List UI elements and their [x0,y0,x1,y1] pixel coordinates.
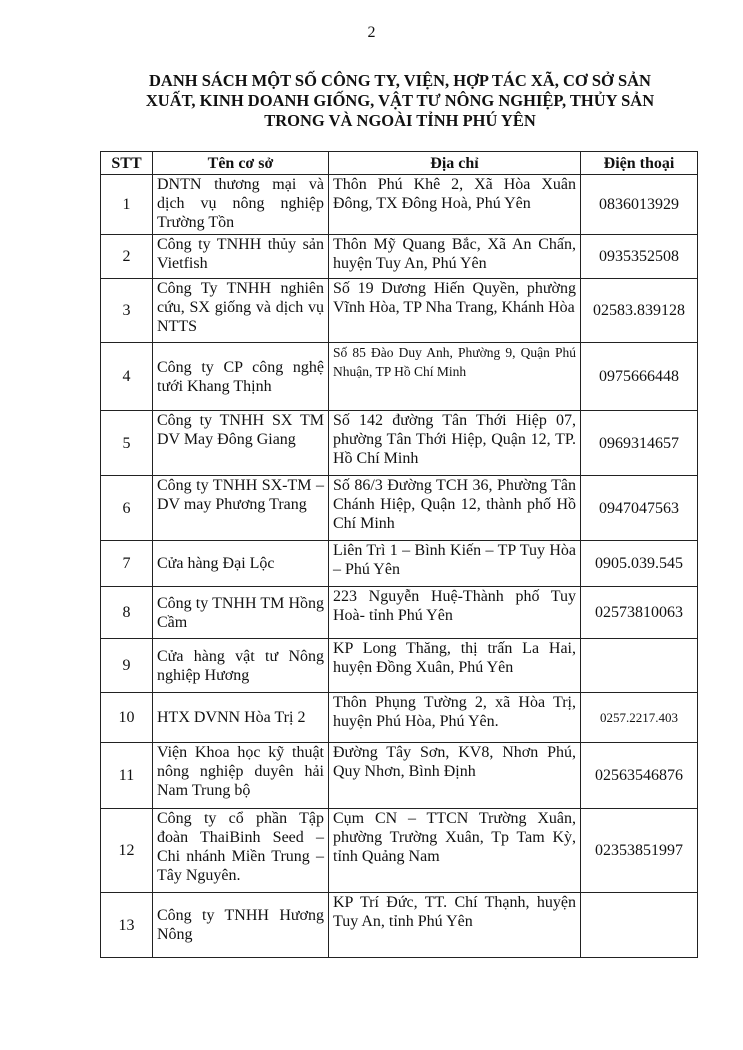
cell-address: Đường Tây Sơn, KV8, Nhơn Phú, Quy Nhơn, Bình Định [329,743,581,809]
cell-name: Công ty TNHH SX TM DV May Đông Giang [153,411,329,476]
table-row [101,541,698,587]
cell-phone: 02563546876 [581,743,698,809]
table-row [101,343,698,411]
cell-address: KP Long Thăng, thị trấn La Hai, huyện Đồng Xuân, Phú Yên [329,639,581,693]
cell-address: Thôn Phú Khê 2, Xã Hòa Xuân Đông, TX Đông Hoà, Phú Yên [329,175,581,235]
cell-phone: 0947047563 [581,476,698,541]
cell-address: Số 85 Đào Duy Anh, Phường 9, Quận Phú Nhuận, TP Hồ Chí Minh [329,343,581,411]
table-row [101,279,698,343]
table-row [101,809,698,893]
table-row [101,587,698,639]
cell-phone: 02573810063 [581,587,698,639]
cell-phone: 0905.039.545 [581,541,698,587]
table-row [101,235,698,279]
header-stt: STT [101,152,153,175]
cell-name: Cửa hàng Đại Lộc [153,541,329,587]
cell-name: Cửa hàng vật tư Nông nghiệp Hương [153,639,329,693]
cell-stt: 4 [101,343,153,411]
cell-phone [581,893,698,958]
table-header-row [101,152,698,175]
cell-name: Công ty TNHH thủy sản Vietfish [153,235,329,279]
table-row [101,743,698,809]
cell-phone: 02353851997 [581,809,698,893]
cell-address: Thôn Phụng Tường 2, xã Hòa Trị, huyện Phú Hòa, Phú Yên. [329,693,581,743]
title-line-3: TRONG VÀ NGOÀI TỈNH PHÚ YÊN [264,111,536,130]
cell-name: DNTN thương mại và dịch vụ nông nghiệp Trường Tồn [153,175,329,235]
cell-name: Công ty TNHH SX-TM – DV may Phương Trang [153,476,329,541]
cell-name: Công ty TNHH Hương Nông [153,893,329,958]
cell-address: Thôn Mỹ Quang Bắc, Xã An Chấn, huyện Tuy An, Phú Yên [329,235,581,279]
cell-stt: 1 [101,175,153,235]
cell-address: Cụm CN – TTCN Trường Xuân, phường Trường Xuân, Tp Tam Kỳ, tỉnh Quảng Nam [329,809,581,893]
table-row [101,175,698,235]
cell-phone: 0975666448 [581,343,698,411]
cell-stt: 10 [101,693,153,743]
cell-phone: 0836013929 [581,175,698,235]
cell-stt: 13 [101,893,153,958]
cell-name: HTX DVNN Hòa Trị 2 [153,693,329,743]
title-line-2: XUẤT, KINH DOANH GIỐNG, VẬT TƯ NÔNG NGHIỆP, THỦY SẢN [145,91,655,110]
table-row [101,476,698,541]
cell-phone: 0257.2217.403 [581,693,698,743]
title-line-1: DANH SÁCH MỘT SỐ CÔNG TY, VIỆN, HỢP TÁC XÃ, CƠ SỞ SẢN [149,71,651,90]
cell-name: Viện Khoa học kỹ thuật nông nghiệp duyên hải Nam Trung bộ [153,743,329,809]
cell-stt: 12 [101,809,153,893]
cell-address: Số 86/3 Đường TCH 36, Phường Tân Chánh Hiệp, Quận 12, thành phố Hồ Chí Minh [329,476,581,541]
cell-phone: 0969314657 [581,411,698,476]
cell-phone [581,639,698,693]
company-table [100,151,698,958]
cell-stt: 3 [101,279,153,343]
cell-stt: 6 [101,476,153,541]
cell-name: Công ty TNHH TM Hồng Cầm [153,587,329,639]
cell-phone: 0935352508 [581,235,698,279]
cell-stt: 8 [101,587,153,639]
header-address: Địa chỉ [329,152,581,175]
cell-address: Số 142 đường Tân Thới Hiệp 07, phường Tân Thới Hiệp, Quận 12, TP. Hồ Chí Minh [329,411,581,476]
table-row [101,893,698,958]
table-row [101,411,698,476]
header-phone: Điện thoại [581,152,698,175]
cell-stt: 2 [101,235,153,279]
cell-address: Liên Trì 1 – Bình Kiến – TP Tuy Hòa – Phú Yên [329,541,581,587]
header-name: Tên cơ sở [153,152,329,175]
table-row [101,639,698,693]
table-row [101,693,698,743]
cell-phone: 02583.839128 [581,279,698,343]
cell-name: Công Ty TNHH nghiên cứu, SX giống và dịch vụ NTTS [153,279,329,343]
cell-address: 223 Nguyễn Huệ-Thành phố Tuy Hoà- tỉnh Phú Yên [329,587,581,639]
cell-stt: 9 [101,639,153,693]
cell-address: KP Trí Đức, TT. Chí Thạnh, huyện Tuy An, tỉnh Phú Yên [329,893,581,958]
cell-stt: 11 [101,743,153,809]
cell-name: Công ty CP công nghệ tưới Khang Thịnh [153,343,329,411]
document-title [100,71,700,131]
cell-stt: 5 [101,411,153,476]
page-number: 2 [367,24,376,41]
cell-stt: 7 [101,541,153,587]
cell-name: Công ty cổ phần Tập đoàn ThaiBinh Seed – Chi nhánh Miền Trung – Tây Nguyên. [153,809,329,893]
cell-address: Số 19 Dương Hiến Quyền, phường Vĩnh Hòa, TP Nha Trang, Khánh Hòa [329,279,581,343]
